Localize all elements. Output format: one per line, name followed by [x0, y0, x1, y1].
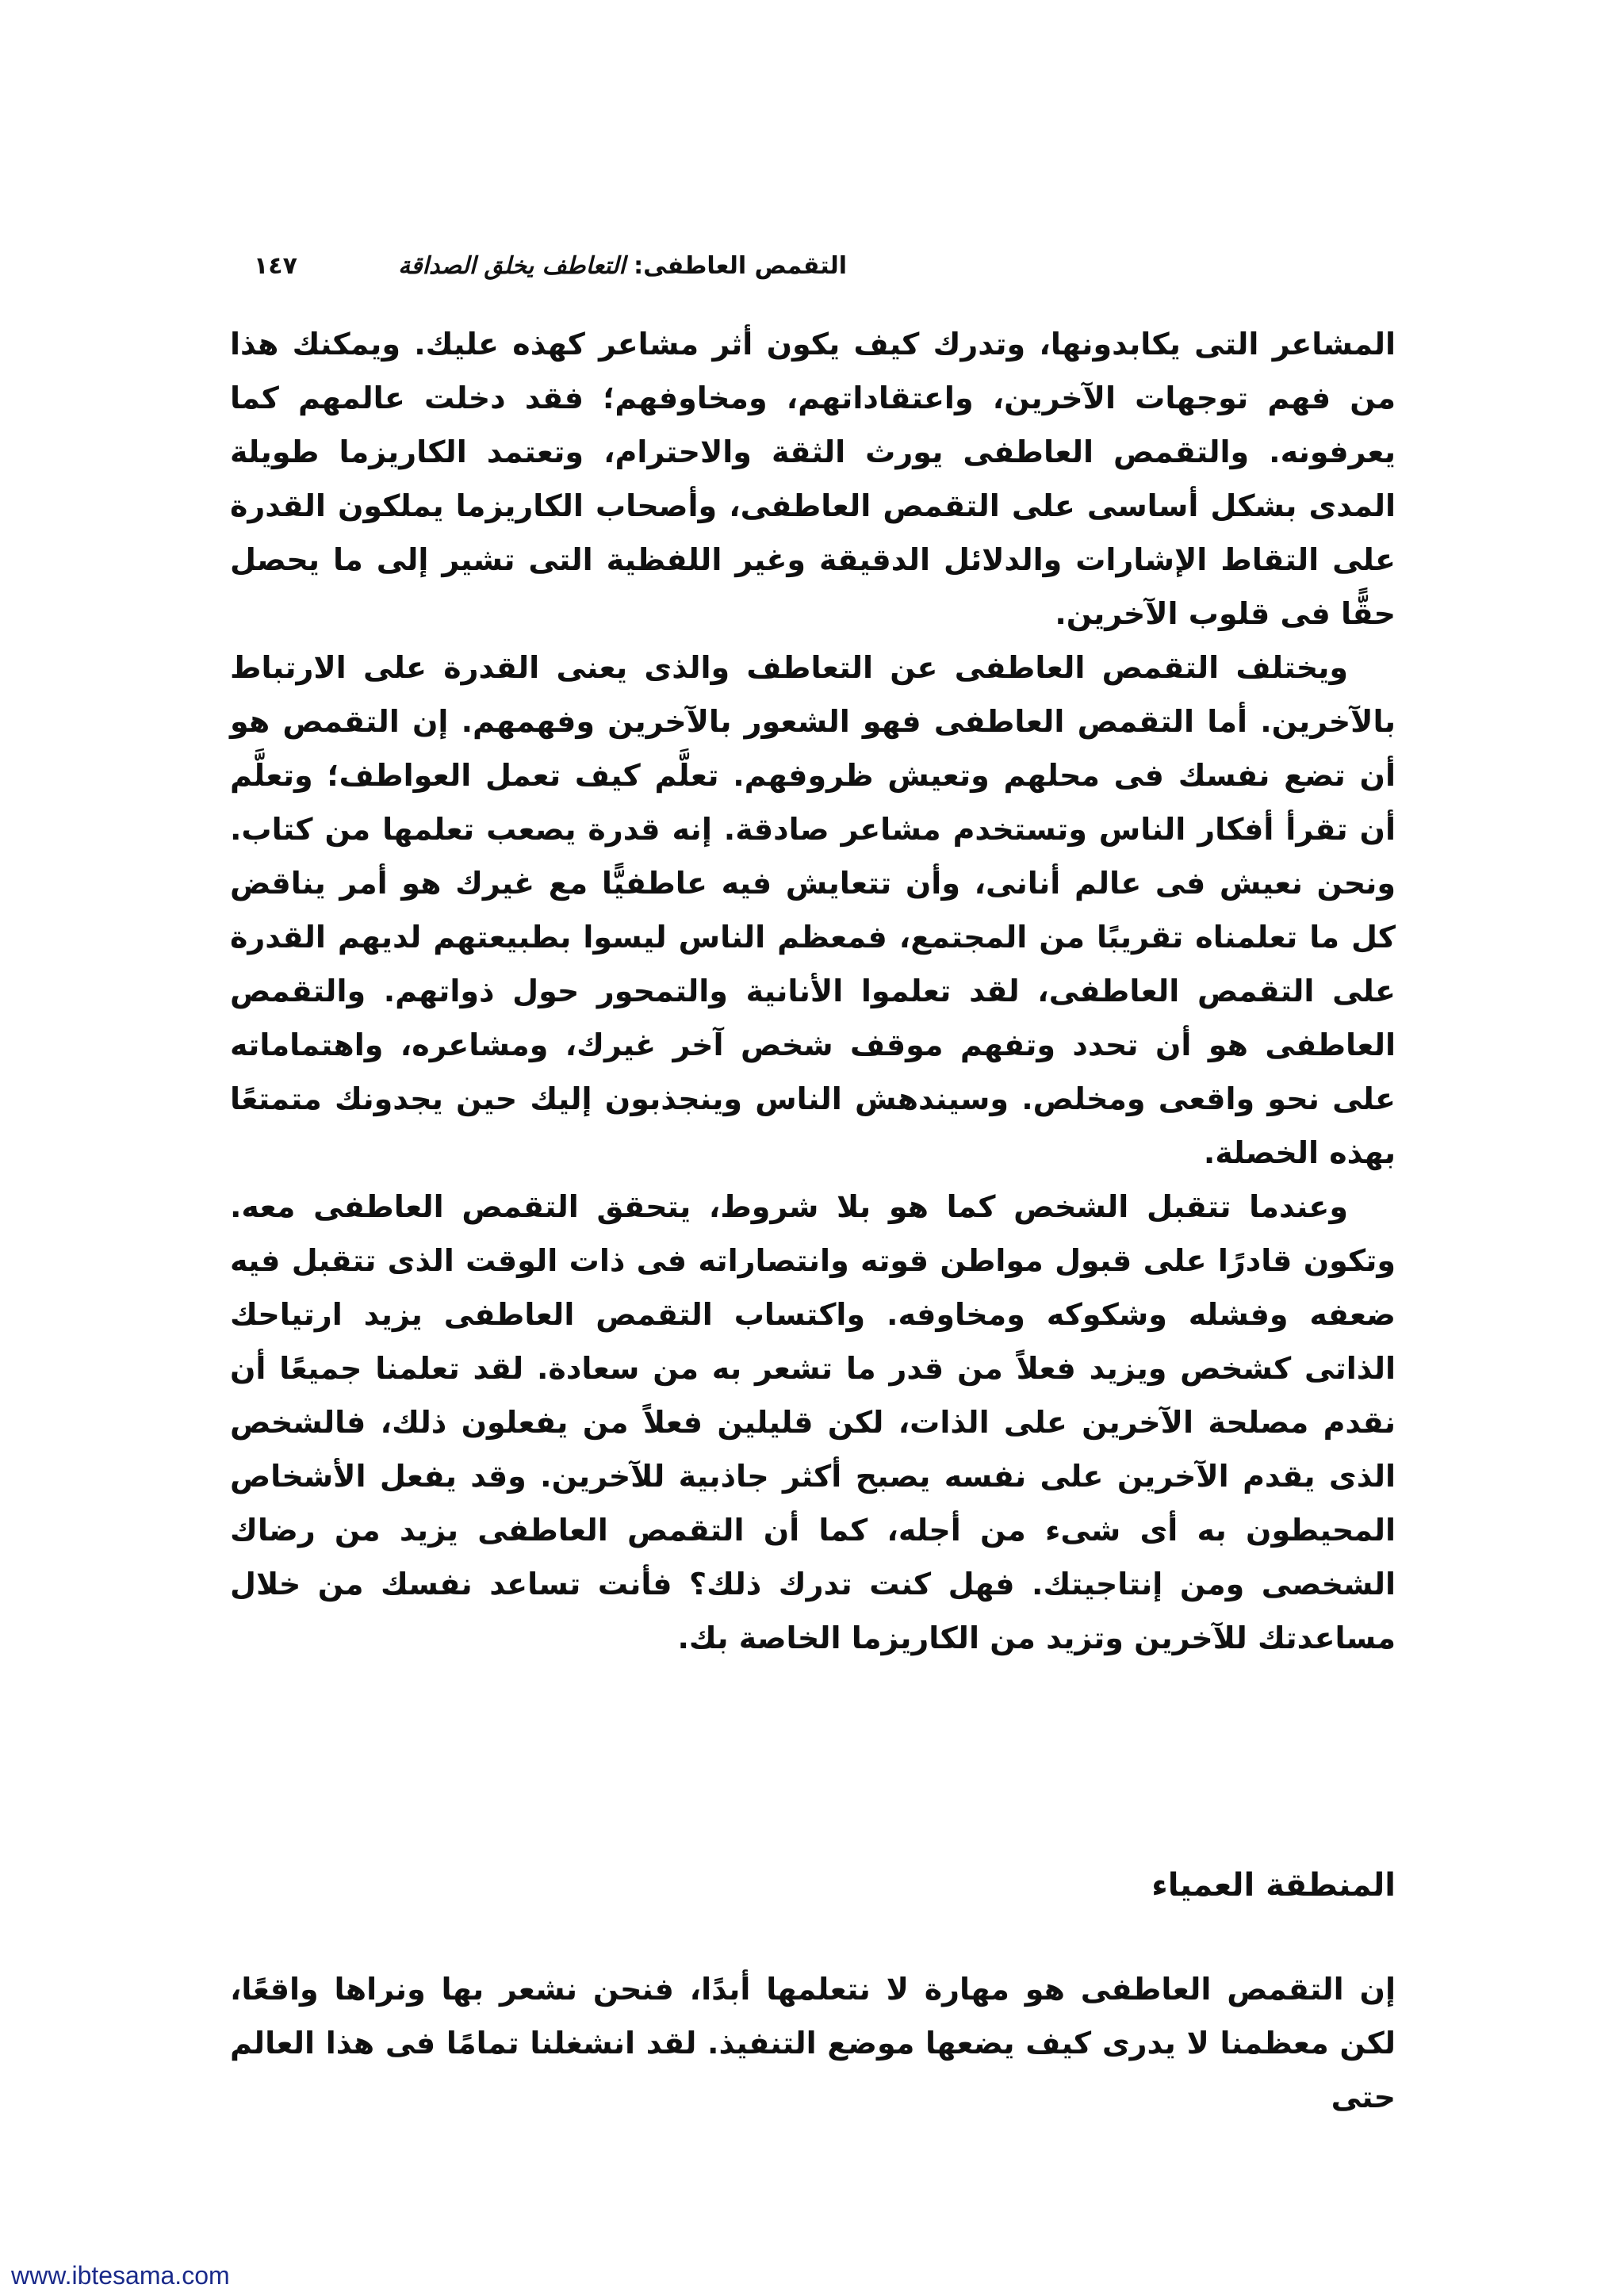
- paragraph: ويختلف التقمص العاطفى عن التعاطف والذى يعنى القدرة على الارتباط بالآخرين. أما التقمص العاطفى فهو الشعور بالآخرين وفهمهم. إن التقمص هو أن تضع نفسك فى محلهم وتعيش ظروفهم. تعلَّم كيف تعمل العواطف؛ وتعلَّم أن تقرأ أفكار الناس وتستخدم مشاعر صادقة. إنه قدرة يصعب تعلمها من كتاب. ونحن نعيش فى عالم أنانى، وأن تتعايش فيه عاطفيًّا مع غيرك هو أمر يناقض كل ما تعلمناه تقريبًا من المجتمع، فمعظم الناس ليسوا بطبيعتهم لديهم القدرة على التقمص العاطفى، لقد تعلموا الأنانية والتمحور حول ذواتهم. والتقمص العاطفى هو أن تحدد وتفهم موقف شخص آخر غيرك، ومشاعره، واهتماماته على نحو واقعى ومخلص. وسيندهش الناس وينجذبون إليك حين يجدونك متمتعًا بهذه الخصلة.: [230, 650, 1396, 1170]
- chapter-title: [398, 252, 847, 280]
- page-number: ١٤٧: [254, 252, 297, 280]
- running-header: [0, 252, 1624, 292]
- chapter-title-subtitle: التعاطف يخلق الصداقة: [398, 252, 626, 280]
- body-text: [230, 317, 1396, 1665]
- section-paragraph: إن التقمص العاطفى هو مهارة لا نتعلمها أبدًا، فنحن نشعر بها ونراها واقعًا، لكن معظمنا لا يدرى كيف يضعها موضع التنفيذ. لقد انشغلنا تمامًا فى هذا العالم حتى: [230, 1972, 1396, 2114]
- watermark-url: www.ibtesama.com: [11, 2261, 230, 2290]
- chapter-title-main: التقمص العاطفى:: [634, 252, 847, 280]
- paragraph: وعندما تتقبل الشخص كما هو بلا شروط، يتحقق التقمص العاطفى معه. وتكون قادرًا على قبول مواطن قوته وانتصاراته فى ذات الوقت الذى تتقبل فيه ضعفه وفشله وشكوكه ومخاوفه. واكتساب التقمص العاطفى يزيد ارتياحك الذاتى كشخص ويزيد فعلاً من قدر ما تشعر به من سعادة. لقد تعلمنا جميعًا أن نقدم مصلحة الآخرين على الذات، لكن قليلين فعلاً من يفعلون ذلك، فالشخص الذى يقدم الآخرين على نفسه يصبح أكثر جاذبية للآخرين. وقد يفعل الأشخاص المحيطون به أى شىء من أجله، كما أن التقمص العاطفى يزيد من رضاك الشخصى ومن إنتاجيتك. فهل كنت تدرك ذلك؟ فأنت تساعد نفسك من خلال مساعدتك للآخرين وتزيد من الكاريزما الخاصة بك.: [230, 1189, 1396, 1655]
- section-heading: المنطقة العمياء: [1151, 1867, 1396, 1904]
- paragraph: المشاعر التى يكابدونها، وتدرك كيف يكون أثر مشاعر كهذه عليك. ويمكنك هذا من فهم توجهات الآخرين، واعتقاداتهم، ومخاوفهم؛ فقد دخلت عالمهم كما يعرفونه. والتقمص العاطفى يورث الثقة والاحترام، وتعتمد الكاريزما طويلة المدى بشكل أساسى على التقمص العاطفى، وأصحاب الكاريزما يملكون القدرة على التقاط الإشارات والدلائل الدقيقة وغير اللفظية التى تشير إلى ما يحصل حقًّا فى قلوب الآخرين.: [230, 327, 1396, 631]
